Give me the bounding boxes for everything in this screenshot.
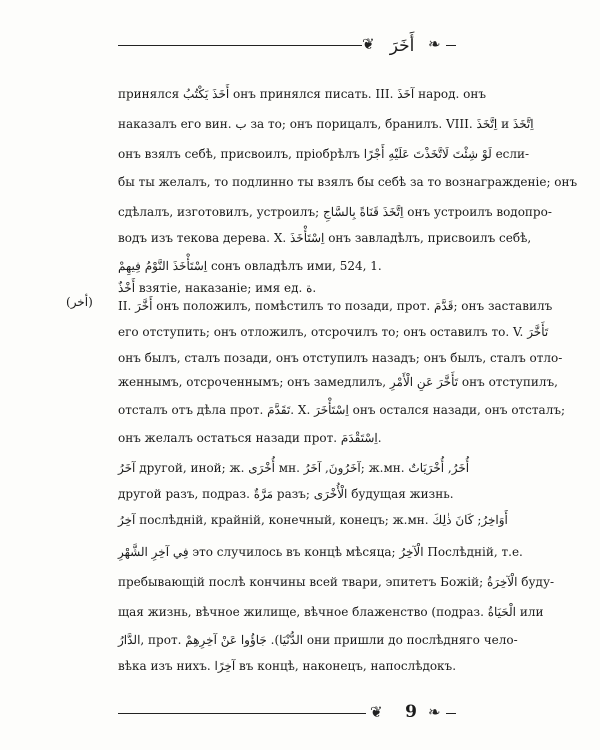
text-line: آخَرُ другой, иной; ж. أُخْرَى мн. آخَرُونَ, آخَرُ; ж.мн. أُخَرُ, أُخْرَيَاتٌ (118, 461, 470, 475)
text-line: пребывающій послѣ кончины всей твари, эпитетъ Божій; الْآخِرَةُ буду- (118, 575, 555, 589)
header-word: أَخَرَ (389, 36, 415, 56)
header-ornament-left: ❦ (362, 35, 375, 53)
text-line: II. أَخَّرَ онъ положилъ, помѣстилъ то позади, прот. قَدَّمَ; онъ заставилъ (118, 299, 553, 313)
footer-ornament-left: ❦ (370, 703, 383, 721)
page-number: 9 (405, 702, 417, 722)
text-line: онъ былъ, сталъ позади, онъ отступилъ назадъ; онъ былъ, сталъ отло- (118, 351, 563, 365)
text-line: бы ты желалъ, то подлинно ты взялъ бы себѣ за то вознагражденіе; онъ (118, 175, 578, 189)
text-line: онъ взялъ себѣ, присвоилъ, пріобрѣлъ لَوْ شِئْتَ لَاتَّخَذْتَ عَلَيْهِ أَجْرًا если- (118, 147, 530, 161)
text-line: اِسْتَأْخَذَ النَّوْمُ فِيهِمْ сонъ овладѣлъ ими, 524, 1. (118, 259, 382, 273)
text-line: щая жизнь, вѣчное жилище, вѣчное блаженство (подраз. الْحَيَاةُ или (118, 605, 544, 619)
footer-rule-left (118, 713, 366, 714)
footer-ornament-right: ❧ (428, 703, 441, 721)
text-line: онъ желалъ остаться назади прот. اِسْتَقْدَمَ. (118, 431, 382, 445)
header-rule-left (118, 45, 362, 46)
text-line: принялся أَخَذَ يَكْتُبُ онъ принялся писать. III. آخَذَ народ. онъ (118, 87, 487, 101)
text-line: женнымъ, отсроченнымъ; онъ замедлилъ, تَأَخَّرَ عَنِ الْأَمْرِ онъ отступилъ, (118, 375, 558, 389)
text-line: فِي آخِرِ الشَّهْرِ это случилось въ концѣ мѣсяца; الْآخِرُ Послѣдній, т.е. (118, 545, 523, 559)
margin-word: (أخر) (66, 295, 93, 309)
header-ornament-right: ❧ (428, 35, 441, 53)
header-rule-right (446, 45, 456, 46)
text-line: его отступить; онъ отложилъ, отсрочилъ то; онъ оставилъ то. V. تَأَخَّرَ (118, 325, 549, 339)
footer-rule-right (446, 713, 456, 714)
text-line: наказалъ его вин. ب за то; онъ порицалъ, бранилъ. VIII. اِتَّخَذَ и اِتَّخَذَ (118, 117, 534, 131)
text-line: вѣка изъ нихъ. آخِرًا въ концѣ, наконецъ, напослѣдокъ. (118, 659, 457, 673)
text-line: водъ изъ тековa дерева. X. اِسْتَأْخَذَ онъ завладѣлъ, присвоилъ себѣ, (118, 231, 532, 245)
text-line: отсталъ отъ дѣла прот. تَقَدَّمَ. X. اِسْتَأْخَرَ онъ остался назади, онъ отсталъ; (118, 403, 565, 417)
text-line: آخِرُ послѣдній, крайній, конечный, конецъ; ж.мн. أَوَاخِرُ; كَانَ ذٰلِكَ (118, 513, 508, 527)
text-line: сдѣлалъ, изготовилъ, устроилъ; اِتَّخَذَ قَنَاةً بِالسَّاجِ онъ устроилъ водопро- (118, 205, 552, 219)
text-line: أَخْذٌ взятіе, наказаніе; имя ед. ة. (118, 281, 317, 295)
text-line: другой разъ, подраз. مَرَّةٌ разъ; الْأُخْرَى будущая жизнь. (118, 487, 454, 501)
text-line: الدَّارُ, прот. الدُّنْيَا). جَاؤُوا عَنْ آخِرِهِمْ они пришли до послѣдняго чело- (118, 633, 518, 647)
